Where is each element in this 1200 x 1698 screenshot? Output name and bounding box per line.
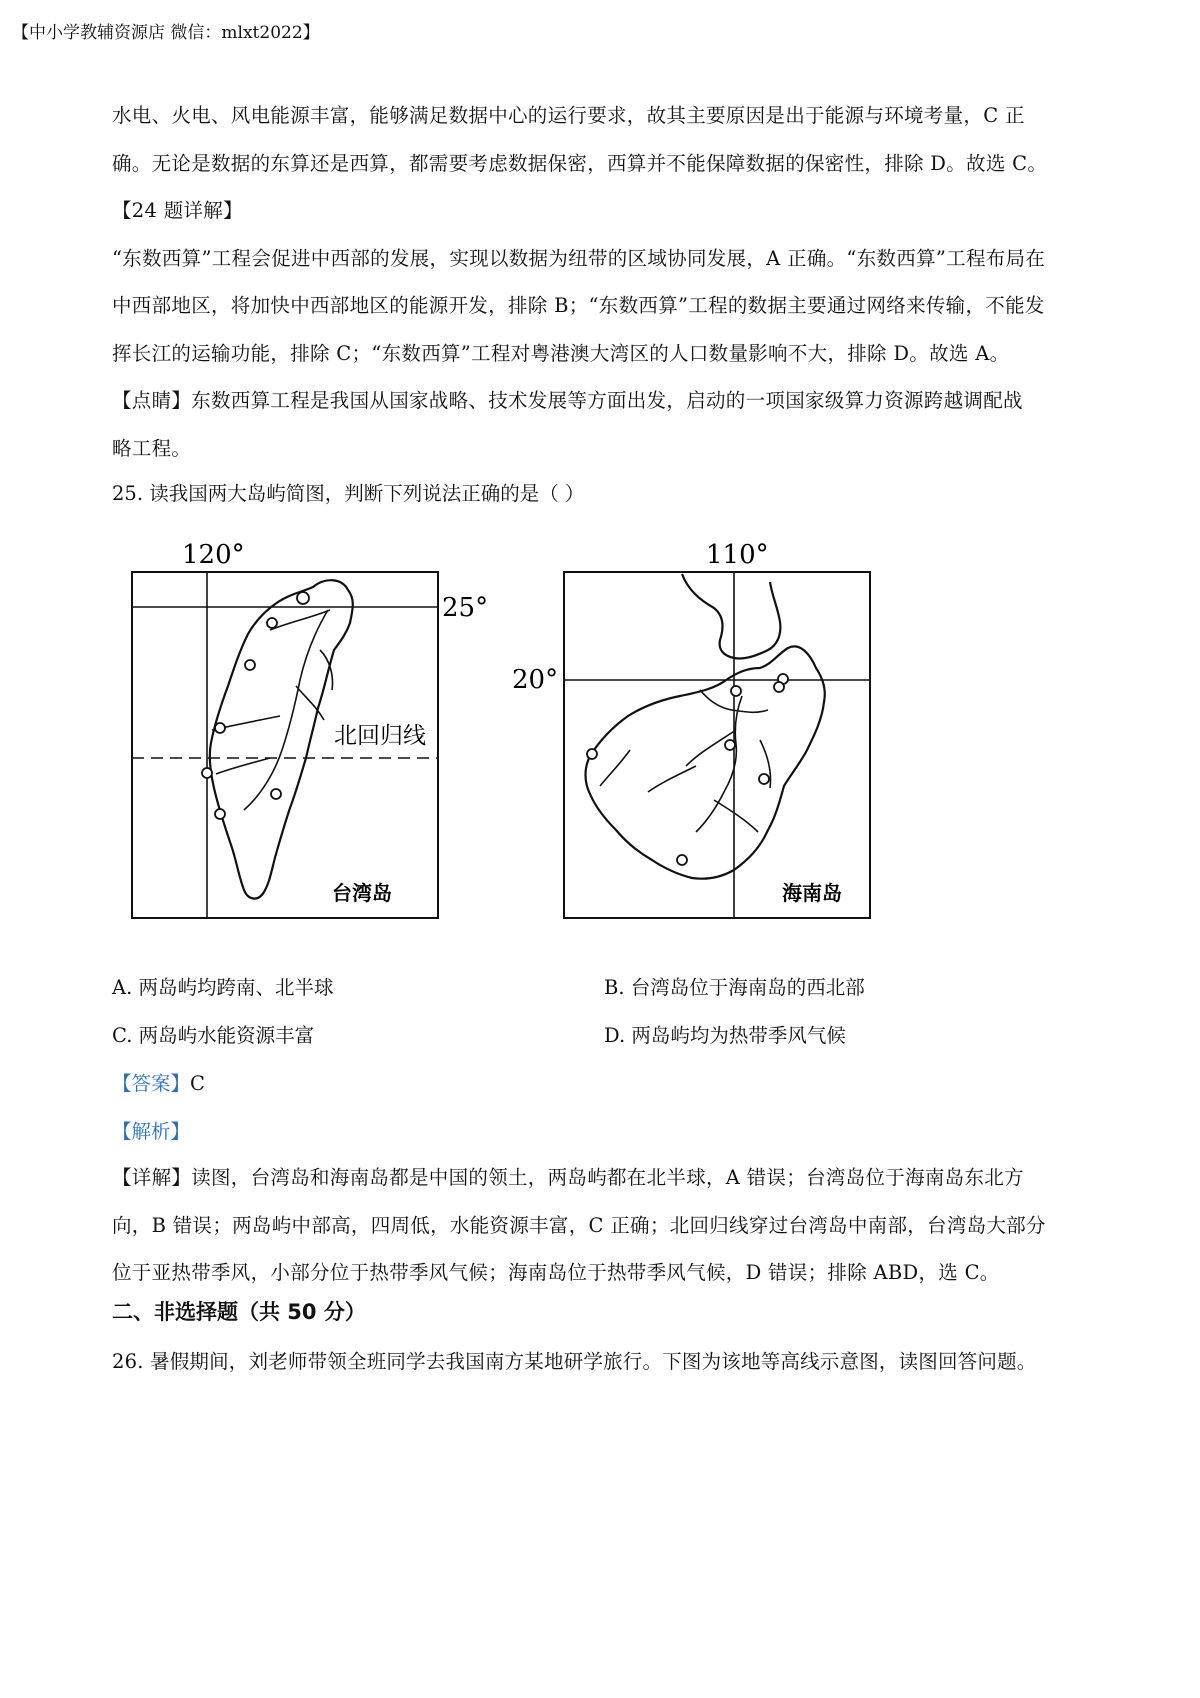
paragraph-line: 【点睛】东数西算工程是我国从国家战略、技术发展等方面出发，启动的一项国家级算力资源跨越调配战	[112, 389, 1023, 412]
map-caption: 海南岛	[782, 881, 842, 905]
city-dot	[267, 618, 277, 628]
paragraph-line: 略工程。	[112, 436, 192, 460]
river	[212, 610, 333, 810]
taiwan-coastline	[210, 580, 353, 898]
watermark-text: 【中小学教辅资源店 微信：mlxt2022】	[12, 23, 320, 43]
question-25: 25. 读我国两大岛屿简图，判断下列说法正确的是（ ）	[112, 482, 585, 505]
paragraph-line: 水电、火电、风电能源丰富，能够满足数据中心的运行要求，故其主要原因是出于能源与环境考量，C 正	[112, 104, 1025, 127]
taiwan-map	[120, 530, 489, 922]
latitude-label: 25°	[442, 593, 489, 623]
section-heading: 二、非选择题（共 50 分）	[112, 1300, 366, 1324]
city-dot	[215, 723, 225, 733]
city-dot	[215, 809, 225, 819]
city-dot	[271, 789, 281, 799]
city-dot	[587, 749, 597, 759]
analysis-label: 【解析】	[112, 1120, 191, 1143]
city-dot	[774, 682, 784, 692]
option-b: B. 台湾岛位于海南岛的西北部	[604, 976, 865, 999]
paragraph-line: 挥长江的运输功能，排除 C；“东数西算”工程对粤港澳大湾区的人口数量影响不大，排除 D。故选 A。	[112, 341, 1010, 365]
hainan-map	[510, 530, 882, 922]
longitude-label: 120°	[182, 540, 245, 570]
city-markers	[202, 592, 309, 819]
explanation-block	[112, 92, 1097, 472]
city-dot	[202, 768, 212, 778]
detail-line: 【详解】读图，台湾岛和海南岛都是中国的领土，两岛屿都在北半球，A 错误；台湾岛位于海南岛东北方	[112, 1166, 1024, 1189]
option-c: C. 两岛屿水能资源丰富	[112, 1024, 315, 1047]
city-dot	[731, 686, 741, 696]
city-dot	[297, 592, 309, 604]
answer-line	[112, 1068, 205, 1096]
detail-block	[112, 1154, 1097, 1297]
paragraph-line: “东数西算”工程会促进中西部的发展，实现以数据为纽带的区域协同发展，A 正确。“东数西算”工程布局在	[112, 246, 1046, 270]
city-dot	[245, 660, 255, 670]
option-d: D. 两岛屿均为热带季风气候	[604, 1024, 846, 1047]
paragraph-line: 【24 题详解】	[112, 199, 243, 222]
question-26: 26. 暑假期间，刘老师带领全班同学去我国南方某地研学旅行。下图为该地等高线示意图，读图回答问题。	[112, 1350, 1037, 1373]
map-frame	[564, 572, 870, 918]
option-a: A. 两岛屿均跨南、北半球	[112, 976, 334, 999]
hainan-coastline	[586, 646, 825, 878]
detail-line: 向，B 错误；两岛屿中部高，四周低，水能资源丰富，C 正确；北回归线穿过台湾岛中南部，台湾岛大部分	[112, 1213, 1046, 1237]
answer-label: 【答案】	[112, 1072, 191, 1095]
latitude-label: 20°	[512, 665, 559, 695]
river	[600, 690, 771, 832]
leizhou-peninsula-coastline	[682, 574, 780, 659]
paragraph-line: 中西部地区，将加快中西部地区的能源开发，排除 B；“东数西算”工程的数据主要通过网络来传输，不能发	[112, 294, 1045, 317]
answer-value: C	[190, 1072, 205, 1095]
map-caption: 台湾岛	[332, 881, 392, 905]
longitude-label: 110°	[706, 540, 769, 570]
detail-line: 位于亚热带季风，小部分位于热带季风气候；海南岛位于热带季风气候，D 错误；排除 ABD，选 C。	[112, 1261, 1000, 1284]
city-dot	[725, 740, 735, 750]
city-dot	[677, 855, 687, 865]
city-dot	[759, 774, 769, 784]
tropic-label: 北回归线	[334, 723, 426, 749]
paragraph-line: 确。无论是数据的东算还是西算，都需要考虑数据保密，西算并不能保障数据的保密性，排除 D。故选 C。	[112, 151, 1048, 175]
